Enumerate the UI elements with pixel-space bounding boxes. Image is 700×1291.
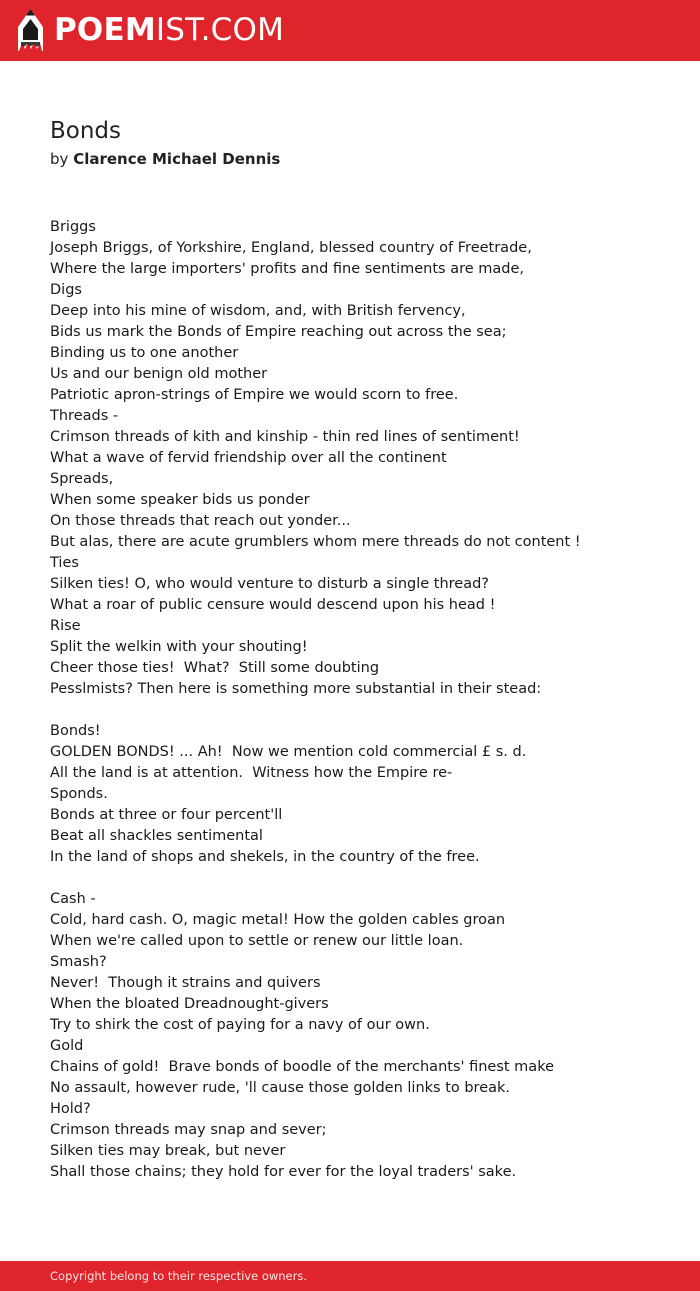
poem-line: GOLDEN BONDS! ... Ah! Now we mention cold commercial £ s. d. [50, 744, 527, 760]
poem-line: In the land of shops and shekels, in the country of the free. [50, 849, 480, 865]
poem-line: When some speaker bids us ponder [50, 492, 310, 508]
poem-line: Silken ties may break, but never [50, 1143, 286, 1159]
poem-line: All the land is at attention. Witness how the Empire re- [50, 765, 453, 781]
by-label: by [50, 150, 69, 168]
poem-line: But alas, there are acute grumblers whom mere threads do not content ! [50, 534, 581, 550]
poem-line: Cold, hard cash. O, magic metal! How the golden cables groan [50, 912, 506, 928]
poem-line: No assault, however rude, 'll cause those golden links to break. [50, 1080, 511, 1096]
poem-line: Silken ties! O, who would venture to disturb a single thread? [50, 576, 489, 592]
poem-line: Binding us to one another [50, 345, 239, 361]
poem-line: Cash - [50, 891, 96, 907]
poem-line: On those threads that reach out yonder... [50, 513, 351, 529]
poem-line: Ties [50, 555, 79, 571]
poem-line: Beat all shackles sentimental [50, 828, 263, 844]
poem-line: Joseph Briggs, of Yorkshire, England, blessed country of Freetrade, [50, 240, 532, 256]
pencil-icon [18, 9, 43, 51]
poem-line: When the bloated Dreadnought-givers [50, 996, 329, 1012]
poem-title: Bonds [50, 118, 122, 144]
poem-line: Threads - [50, 408, 119, 424]
poem-line: Never! Though it strains and quivers [50, 975, 321, 991]
poem-body [50, 217, 670, 1183]
author-name[interactable]: Clarence Michael Dennis [73, 150, 281, 168]
poem-line: Deep into his mine of wisdom, and, with British fervency, [50, 303, 466, 319]
poem-line: Where the large importers' profits and fine sentiments are made, [50, 261, 524, 277]
stanza-break [50, 700, 670, 721]
poem-line: What a wave of fervid friendship over all the continent [50, 450, 447, 466]
poem-line: Digs [50, 282, 82, 298]
poem-line: Briggs [50, 219, 96, 235]
poem-line: Split the welkin with your shouting! [50, 639, 308, 655]
copyright-text: Copyright belong to their respective owners. [50, 1269, 308, 1283]
logo-wordmark [54, 11, 285, 48]
site-footer [0, 1261, 700, 1291]
poem-line: Spreads, [50, 471, 114, 487]
poem-line: Shall those chains; they hold for ever for the loyal traders' sake. [50, 1164, 517, 1180]
poem-line: Bonds at three or four percent'll [50, 807, 283, 823]
poem-line: Rise [50, 618, 81, 634]
poem-line: Bonds! [50, 723, 101, 739]
poem-line: Cheer those ties! What? Still some doubting [50, 660, 380, 676]
stanza-break [50, 868, 670, 889]
poem-line: When we're called upon to settle or renew our little loan. [50, 933, 464, 949]
poem-line: Chains of gold! Brave bonds of boodle of the merchants' finest make [50, 1059, 554, 1075]
poem-line: Try to shirk the cost of paying for a navy of our own. [50, 1017, 430, 1033]
poem-byline [50, 150, 670, 168]
poem-line: What a roar of public censure would descend upon his head ! [50, 597, 496, 613]
poem-line: Hold? [50, 1101, 91, 1117]
poem-line: Pesslmists? Then here is something more substantial in their stead: [50, 681, 542, 697]
logo-light-text: IST.COM [155, 11, 285, 48]
poem-line: Bids us mark the Bonds of Empire reaching out across the sea; [50, 324, 507, 340]
poem-line: Smash? [50, 954, 107, 970]
logo-bold-text: POEM [54, 11, 156, 48]
poem-line: Patriotic apron-strings of Empire we would scorn to free. [50, 387, 459, 403]
poem-content [50, 112, 670, 1183]
site-logo[interactable] [18, 9, 284, 51]
poem-line: Gold [50, 1038, 84, 1054]
poem-line: Sponds. [50, 786, 108, 802]
poem-line: Crimson threads may snap and sever; [50, 1122, 327, 1138]
poem-line: Us and our benign old mother [50, 366, 268, 382]
site-header [0, 0, 700, 61]
poem-line: Crimson threads of kith and kinship - thin red lines of sentiment! [50, 429, 520, 445]
